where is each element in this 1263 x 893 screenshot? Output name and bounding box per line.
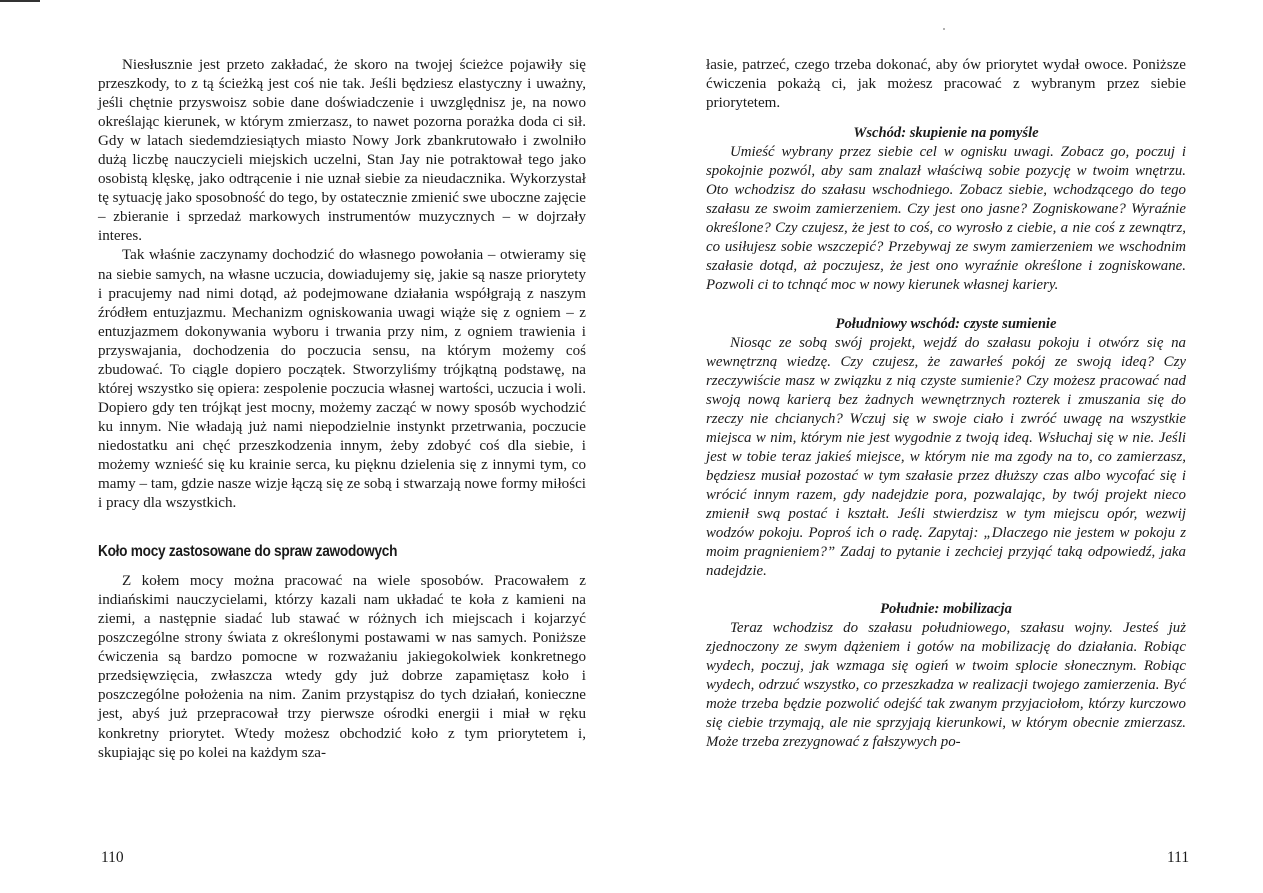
paragraph: łasie, patrzeć, czego trzeba dokonać, aby ów priorytet wydał owoce. Poniższe ćwiczenia pokażą ci, jak możesz pracować z wybranym przez siebie priorytetem. [706, 57, 1186, 112]
right-page [706, 56, 1186, 752]
exercise-body: Umieść wybrany przez siebie cel w ognisku uwagi. Zobacz go, poczuj i spokojnie pozwól, aby sam znalazł właściwą sobie pozycję w twoim wnętrzu. Oto wchodzisz do szałasu wschodniego. Zobacz siebie, wchodzącego do tego szałasu ze swoim zamierzeniem. Czy jest ono jasne? Zogniskowane? Wyraźnie określone? Czy czujesz, że jest to coś, co wyrosło z ciebie, a nie coś z zewnątrz, co usiłujesz sobie wszczepić? Przebywaj ze swym zamierzeniem we wschodnim szałasie dotąd, aż poczujesz, że jest ono wyraźnie określone i zogniskowane. Pozwoli ci to tchnąć moc w nowy kierunek własnej kariery. [706, 144, 1186, 294]
section-heading: Koło mocy zastosowane do spraw zawodowych [98, 543, 398, 561]
exercise-title: Południe: mobilizacja [880, 601, 1012, 618]
corner-rule [0, 0, 40, 2]
exercise-body: Teraz wchodzisz do szałasu południowego, szałasu wojny. Jesteś już zjednoczony ze swym dążeniem i gotów na mobilizację do działania. Robiąc wydech, poczuj, jak wzmaga się ogień w twoim splocie słonecznym. Robiąc wydech, odrzuć wszystko, co przeszkadza w realizacji twojego zamierzenia. Być może trzeba będzie pozwolić odejść tak zwanym przyjaciołom, którzy kurczowo się ciebie trzymają, ale nie sprzyjają kierunkowi, w którym obecnie zmierzasz. Może trzeba zrezygnować z fałszywych po- [706, 620, 1186, 751]
paragraph: Niesłusznie jest przeto zakładać, że skoro na twojej ścieżce pojawiły się przeszkody, to z tą ścieżką jest coś nie tak. Jeśli będziesz elastyczny i uważny, jeśli chętnie przyswoisz sobie dane doświadczenie i uwzględnisz je, na nowo określając kierunek, w którym zmierzasz, to nawet pozorna porażka doda ci sił. Gdy w latach siedemdziesiątych miasto Nowy Jork zbankrutowało i zwolniło dużą liczbę nauczycieli miejskich uczelni, Stan Jay nie potraktował tego jako osobistą klęskę, jako odtrącenie i nie uznał siebie za nieudacznika. Wykorzystał tę sytuację jako sposobność do tego, by ostatecznie zmienić swe uboczne zajęcie – zbieranie i sprzedaż markowych instrumentów muzycznych – w dojrzały interes. [98, 57, 586, 245]
paragraph: Tak właśnie zaczynamy dochodzić do własnego powołania – otwieramy się na siebie samych, na własne uczucia, dowiadujemy się, jakie są nasze priorytety i pracujemy nad nimi dotąd, aż podejmowane działania współgrają z naszym źródłem entuzjazmu. Mechanizm ogniskowania uwagi wiąże się z ogniem – z entuzjazmem dokonywania wyboru i trwania przy nim, z ogniem trawienia i przyswajania, dochodzenia do poczucia sensu, na którym możemy coś zbudować. To ciągle dopiero początek. Stworzyliśmy trójkątną podstawę, na której wszystko się opiera: zespolenie poczucia własnej wartości, uczucia i woli. Dopiero gdy ten trójkąt jest mocny, możemy zacząć w nowy sposób wychodzić ku innym. Nie władają już nami niepodzielnie instynkt przetrwania, poczucie niedostatku ani chęć przeszkodzenia innym, żeby zdobyć coś dla siebie, i możemy wznieść się ku krainie serca, ku pięknu dzielenia się z innymi tym, co mamy – tam, gdzie nasze wizje łączą się ze sobą i stwarzają nowe formy miłości i pracy dla wszystkich. [98, 247, 586, 512]
left-page [98, 56, 586, 763]
page-number-right: 111 [1167, 849, 1190, 866]
page-number-left: 110 [101, 849, 124, 866]
exercise-title: Wschód: skupienie na pomyśle [853, 125, 1039, 142]
speck [943, 28, 945, 30]
paragraph: Z kołem mocy można pracować na wiele sposobów. Pracowałem z indiańskimi nauczycielami, którzy kazali nam układać te koła z kamieni na ziemi, a następnie siadać lub stawać w różnych ich miejscach i kojarzyć poszczególne strony świata z określonymi postawami w nas samych. Poniższe ćwiczenia są bardzo pomocne w rozważaniu jakiegokolwiek konkretnego przedsięwzięcia, zwłaszcza wtedy gdy już dobrze zapamiętasz koło i poszczególne położenia na nim. Zanim przystąpisz do tych działań, konieczne jest, abyś już przepracował trzy pierwsze ośrodki energii i miał w ręku konkretny priorytet. Wtedy możesz obchodzić koło z tym priorytetem i, skupiając się po kolei na każdym sza- [98, 573, 586, 761]
exercise-body: Niosąc ze sobą swój projekt, wejdź do szałasu pokoju i otwórz się na wewnętrzną wiedzę. Czy czujesz, że zawarłeś pokój ze swoją ideą? Czy rzeczywiście masz w związku z nią czyste sumienie? Czy możesz pracować nad swoją nową karierą bez żadnych wewnętrznych rozterek i zmuszania się do rzeczy nie chcianych? Wczuj się w swoje ciało i zwróć uwagę na wszystkie miejsca w nim, którym nie jest wygodnie z twoją ideą. Wsłuchaj się w nie. Jeśli jest w tobie teraz jakieś miejsce, w którym nie ma zgody na to, co zamierzasz, będziesz musiał pozostać w tym szałasie przez dłuższy czas albo wycofać się i wrócić innym razem, gdy nadejdzie pora, pozwalając, by twój projekt nieco zmienił swą postać i kształt. Jeśli stwierdzisz w tym miejscu opór, wezwij wodzów pokoju. Poproś ich o radę. Zapytaj: „Dlaczego nie jestem w pokoju z moim pragnieniem?” Zadaj to pytanie i zechciej przyjąć taką odpowiedź, jaka nadejdzie. [706, 334, 1186, 580]
exercise-title: Południowy wschód: czyste sumienie [835, 315, 1057, 332]
